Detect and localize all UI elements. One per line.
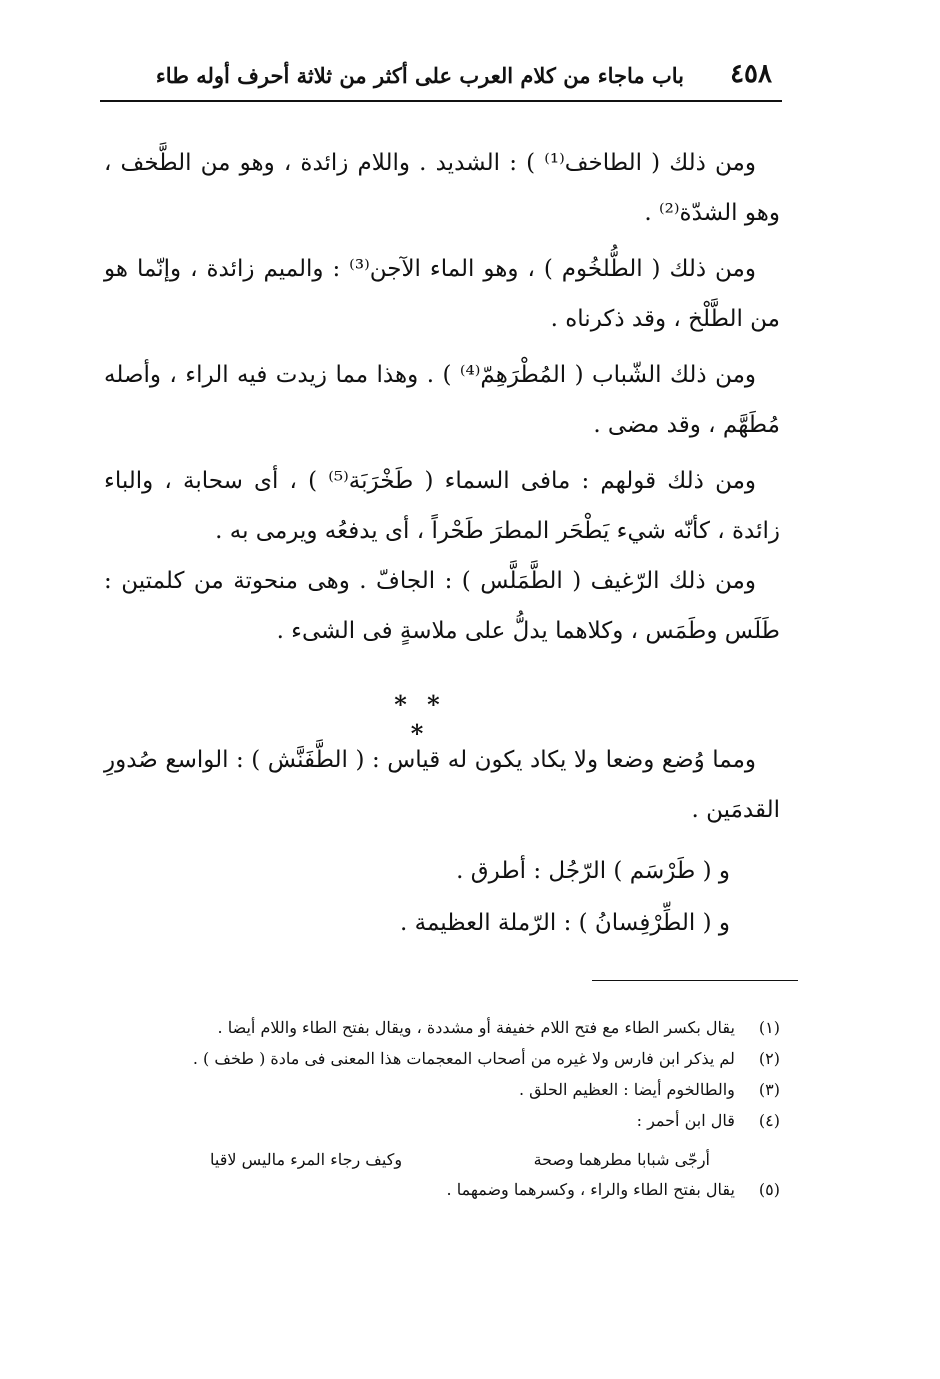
footnote-text: يقال بفتح الطاء والراء ، وكسرهما وضمهما .: [446, 1180, 735, 1199]
page-header: [100, 55, 782, 99]
footnote-number: (١): [758, 1018, 780, 1037]
footnote-number: (٥): [758, 1180, 780, 1199]
entry-line: و ( طَرْسَم ) الرّجُل : أطرق .: [456, 858, 730, 884]
footnote-number: (٤): [758, 1111, 780, 1130]
entry-line: و ( الطِّرْفِسانُ ) : الرّملة العظيمة .: [400, 910, 730, 936]
footnote: [120, 1105, 780, 1136]
footnote-text: والطالخوم أيضا : العظيم الحلق .: [519, 1080, 735, 1099]
header-rule: [100, 100, 782, 102]
footnote-text: قال ابن أحمر :: [636, 1111, 735, 1130]
poem-hemistich-first: أرجّى شبابا مطرهما وصحة: [533, 1150, 710, 1169]
paragraph: ومن ذلك ( الطاخف⁽¹⁾ ) : الشديد . واللام زائدة ، وهو من الطَّخف ، وهو الشدّة⁽²⁾ .: [104, 150, 780, 226]
page-number: ٤٥٨: [730, 59, 772, 89]
paragraph: ومن ذلك ( الطُّلخُوم ) ، وهو الماء الآجن⁽³⁾ : والميم زائدة ، وإنّما هو من الطَّلْخ ، وقد ذكرناه .: [104, 256, 780, 332]
paragraph: ومما وُضع وضعا ولا يكاد يكون له قياس : ( الطَّفَنَّش ) : الواسع صُدورِ القدمَين .: [104, 747, 780, 823]
footnote-text: يقال بكسر الطاء مع فتح اللام خفيفة أو مشددة ، ويقال بفتح الطاء واللام أيضا .: [217, 1018, 735, 1037]
footnote: [120, 1012, 780, 1043]
footnote: [120, 1180, 780, 1199]
footnote-rule: [592, 980, 798, 981]
poem-hemistich-second: وكيف رجاء المرء ماليس لاقيا: [210, 1150, 403, 1169]
footnotes: [120, 1012, 780, 1136]
second-text-block: [104, 735, 780, 835]
footnote-text: لم يذكر ابن فارس ولا غيره من أصحاب المعجمات هذا المعنى فى مادة ( طخف ) .: [192, 1049, 735, 1068]
footnote-number: (٣): [758, 1080, 780, 1099]
section-separator: * * *: [394, 690, 446, 748]
paragraph: ومن ذلك الرّغيف ( الطَّمَلَّس ) : الجافّ . وهى منحوتة من كلمتين : طَلَس وطَمَس ، وكلاهما يدلُّ على ملاسةٍ فى الشىء .: [104, 568, 780, 644]
running-head: باب ماجاء من كلام العرب على أكثر من ثلاثة أحرف أوله طاء: [155, 63, 684, 88]
footnote: [120, 1043, 780, 1074]
paragraph: ومن ذلك قولهم : مافى السماء ( طَخْرَبَة⁽⁵⁾ ) ، أى سحابة ، والباء زائدة ، كأنّه شيء يَطْحَر المطرَ طَحْراً ، أى يدفعُه ويرمى به .: [104, 468, 780, 544]
footnote: [120, 1074, 780, 1105]
paragraph: ومن ذلك الشّباب ( المُطْرَهِمّ⁽⁴⁾ ) . وهذا مما زيدت فيه الراء ، وأصله مُطَهَّم ، وقد مضى .: [104, 362, 780, 438]
main-text-block: [104, 138, 780, 656]
footnote-number: (٢): [758, 1049, 780, 1068]
